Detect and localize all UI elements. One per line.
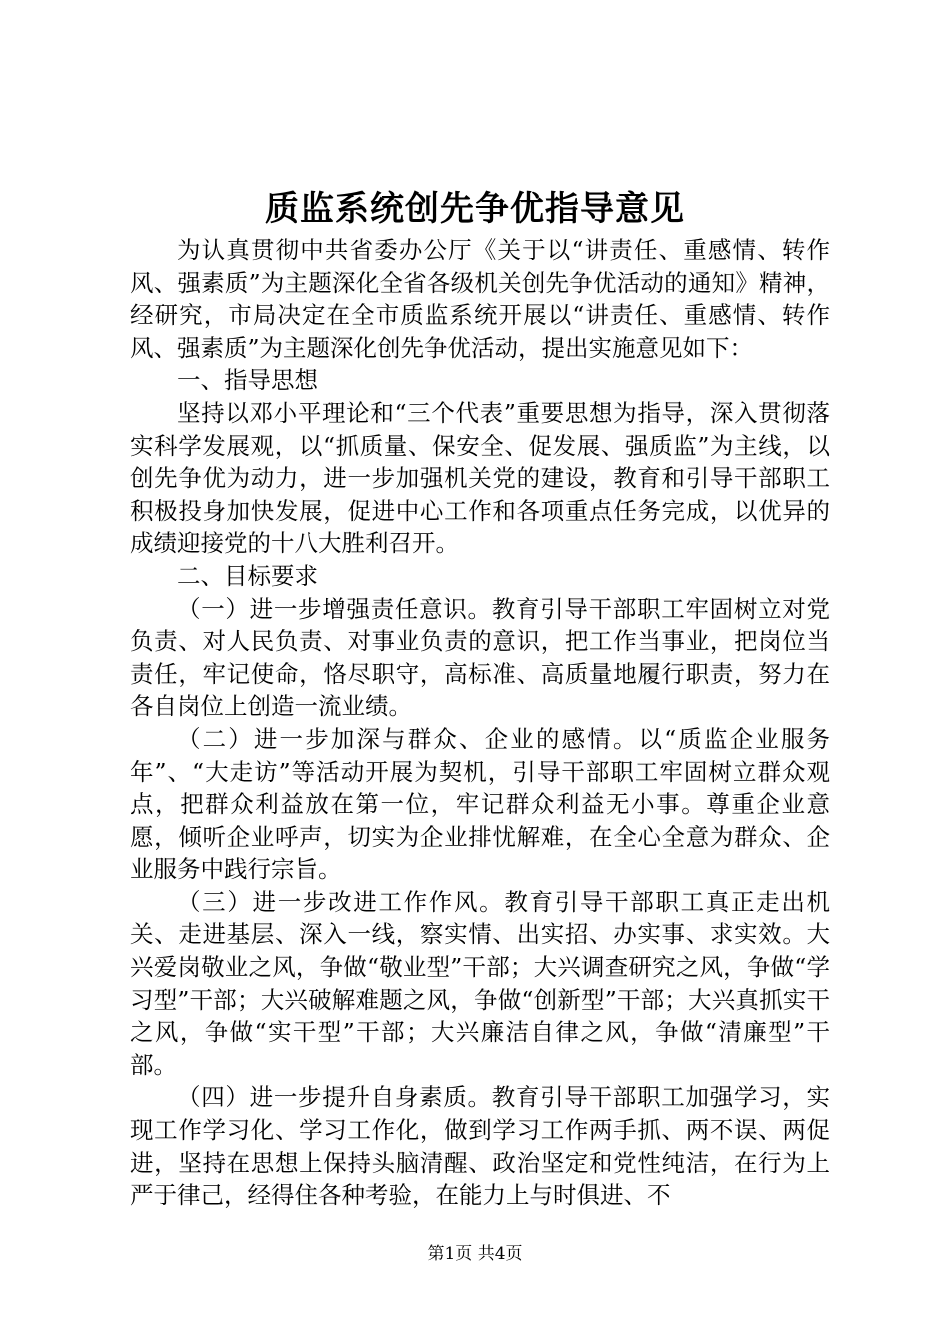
document-title: 质监系统创先争优指导意见	[265, 189, 685, 229]
section-heading-guiding-thought: 一、指导思想	[177, 366, 318, 395]
paragraph-objective-2: （二）进一步加深与群众、企业的感情。以“质监企业服务年”、“大走访”等活动开展为契机，引导干部职工牢固树立群众观点，把群众利益放在第一位，牢记群众利益无小事。尊重企业意愿，倾听企业呼声，切实为企业排忧解难，在全心全意为群众、企业服务中践行宗旨。	[130, 724, 830, 884]
section-heading-objectives: 二、目标要求	[177, 561, 318, 590]
page-number-footer: 第1页 共4页	[427, 1244, 523, 1264]
paragraph-guiding-thought: 坚持以邓小平理论和“三个代表”重要思想为指导，深入贯彻落实科学发展观，以“抓质量、保安全、促发展、强质监”为主线，以创先争优为动力，进一步加强机关党的建设，教育和引导干部职工积极投身加快发展，促进中心工作和各项重点任务完成，以优异的成绩迎接党的十八大胜利召开。	[130, 398, 830, 558]
paragraph-objective-1: （一）进一步增强责任意识。教育引导干部职工牢固树立对党负责、对人民负责、对事业负责的意识，把工作当事业，把岗位当责任，牢记使命，恪尽职守，高标准、高质量地履行职责，努力在各自岗位上创造一流业绩。	[130, 594, 830, 721]
document-body	[130, 234, 830, 1212]
paragraph-objective-3: （三）进一步改进工作作风。教育引导干部职工真正走出机关、走进基层、深入一线，察实情、出实招、办实事、求实效。大兴爱岗敬业之风，争做“敬业型”干部；大兴调查研究之风，争做“学习型”干部；大兴破解难题之风，争做“创新型”干部；大兴真抓实干之风，争做“实干型”干部；大兴廉洁自律之风，争做“清廉型”干部。	[130, 887, 830, 1079]
paragraph-intro: 为认真贯彻中共省委办公厅《关于以“讲责任、重感情、转作风、强素质”为主题深化全省各级机关创先争优活动的通知》精神，经研究，市局决定在全市质监系统开展以“讲责任、重感情、转作风、强素质”为主题深化创先争优活动，提出实施意见如下：	[130, 236, 830, 362]
paragraph-objective-4: （四）进一步提升自身素质。教育引导干部职工加强学习，实现工作学习化、学习工作化，做到学习工作两手抓、两不误、两促进，坚持在思想上保持头脑清醒、政治坚定和党性纯洁，在行为上严于律己，经得住各种考验，在能力上与时俱进、不	[130, 1083, 830, 1210]
